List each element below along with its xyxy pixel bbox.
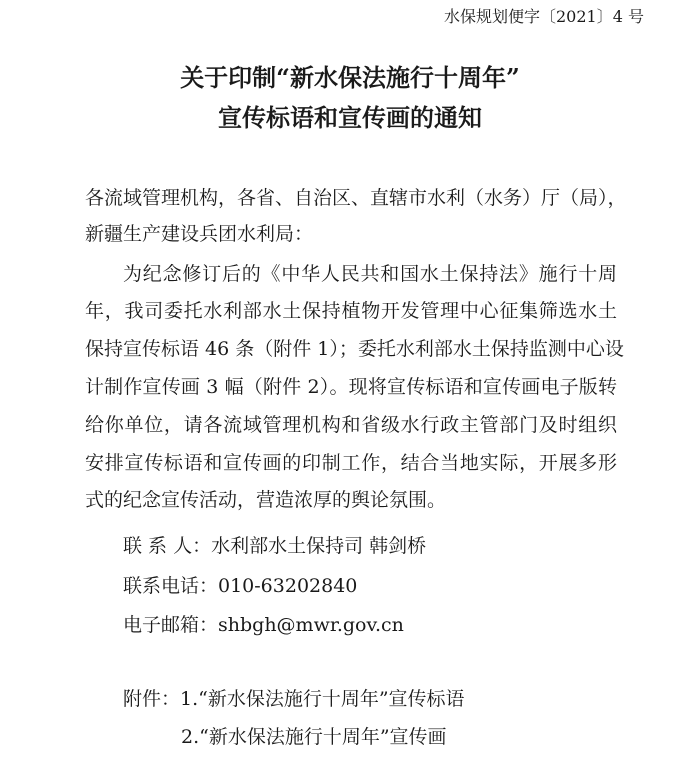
contact-person: 联 系 人：水利部水土保持司 韩剑桥 — [123, 535, 427, 557]
body-line-6: 安排宣传标语和宣传画的印制工作，结合当地实际，开展多形 — [85, 452, 617, 474]
body-line-7: 式的纪念宣传活动，营造浓厚的舆论氛围。 — [85, 489, 447, 511]
document-title-line-1: 关于印制“新水保法施行十周年” — [180, 63, 520, 92]
body-line-2: 年，我司委托水利部水土保持植物开发管理中心征集筛选水土 — [85, 300, 617, 322]
document-number: 水保规划便字〔2021〕4 号 — [444, 7, 644, 26]
attachment-item-1: 附件：1.“新水保法施行十周年”宣传标语 — [123, 688, 465, 710]
salutation-line-1: 各流域管理机构，各省、自治区、直辖市水利（水务）厅（局）， — [85, 187, 627, 209]
document-title-line-2: 宣传标语和宣传画的通知 — [218, 103, 482, 132]
body-line-3: 保持宣传标语 46 条（附件 1）；委托水利部水土保持监测中心设 — [85, 338, 624, 360]
body-line-4: 计制作宣传画 3 幅（附件 2）。现将宣传标语和宣传画电子版转 — [85, 376, 617, 398]
body-line-5: 给你单位，请各流域管理机构和省级水行政主管部门及时组织 — [85, 414, 617, 436]
attachment-item-2: 2.“新水保法施行十周年”宣传画 — [181, 726, 447, 748]
body-line-1: 为纪念修订后的《中华人民共和国水土保持法》施行十周 — [123, 263, 617, 285]
salutation-line-2: 新疆生产建设兵团水利局： — [85, 223, 314, 245]
contact-email: 电子邮箱：shbgh@mwr.gov.cn — [123, 614, 404, 636]
contact-phone: 联系电话：010-63202840 — [123, 575, 358, 597]
